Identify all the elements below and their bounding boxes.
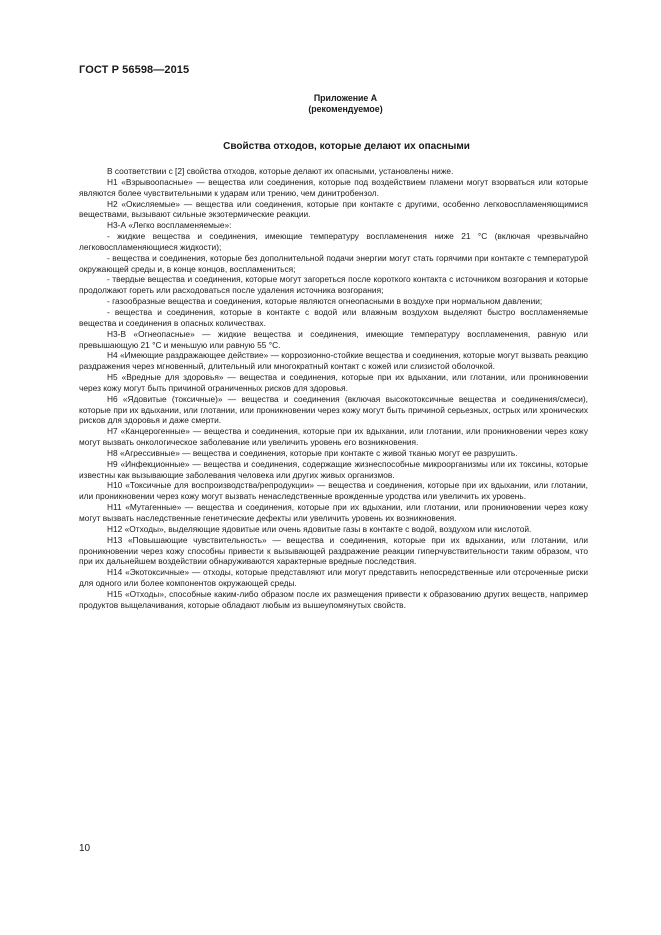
paragraph-h12: Н12 «Отходы», выделяющие ядовитые или очень ядовитые газы в контакте с водой, воздухом или кислотой.: [107, 523, 532, 534]
paragraph-h2: Н2 «Окисляемые» — вещества или соединения, которые при контакте с другими, особенно легковоспламеняющимися веществами, вызывают сильные экзотермические реакции.: [79, 198, 588, 220]
paragraph-intro: В соответствии с [2] свойства отходов, которые делают их опасными, установлены ниже.: [107, 166, 454, 176]
paragraph-h9: Н9 «Инфекционные» — вещества и соединения, содержащие жизнеспособные микроорганизмы или их токсины, которые известны как вызывающие заболевания человека или других живых организмов.: [79, 458, 588, 480]
paragraph-h13: Н13 «Повышающие чувствительность» — вещества и соединения, которые при их вдыхании, или глотании, или проникновении через кожу способны привести к вызывающей раздражение реакции гиперчувствительности таким образом, что при их дальнейшем воздействии обнаруживаются характерные вредные последствия.: [79, 534, 588, 567]
list-item-h3a-4: - газообразные вещества и соединения, которые являются огнеопасными в воздухе при нормальном давлении;: [107, 296, 543, 307]
list-item-h3a-1: - жидкие вещества и соединения, имеющие температуру воспламенения ниже 21 °С (включая чрезвычайно легковоспламеняющиеся жидкости);: [79, 231, 588, 252]
paragraph-h5: Н5 «Вредные для здоровья» — вещества и соединения, которые при их вдыхании, или глотании, или проникновении через кожу могут быть причиной ограниченных рисков для здоровья.: [79, 372, 588, 393]
paragraph-h11: Н11 «Мутагенные» — вещества и соединения, которые при их вдыхании, или глотании, или проникновении через кожу могут вызвать наследственные генетические дефекты или увеличить уровень их возникновения.: [79, 502, 588, 523]
page-number: 10: [79, 843, 91, 854]
paragraph-h6: Н6 «Ядовитые (токсичные)» — вещества и соединения (включая высокотоксичные вещества и соединения/смеси), которые при их вдыхании, или глотании, или проникновении через кожу могут быть причиной серьезных, острых или хронических рисков для здоровья и даже смерти.: [79, 393, 588, 426]
paragraph-h10: Н10 «Токсичные для воспроизводства/репродукции» — вещества и соединения, которые при их вдыхании, или глотании, или проникновении через кожу могут вызвать ненаследственные врожденные уродства или увеличить их уровень.: [79, 480, 588, 502]
paragraph-h14: Н14 «Экотоксичные» — отходы, которые представляют или могут представить непосредственные или отсроченные риски для одного или более компонентов окружающей среды.: [79, 567, 588, 589]
paragraph-h15: Н15 «Отходы», способные каким-либо образом после их размещения привести к образованию других веществ, например продуктов выщелачивания, которые обладают любым из вышеупомянутых свойств.: [79, 588, 588, 610]
annex-heading: [0, 93, 661, 115]
body-text: [79, 166, 588, 611]
annex-title: Приложение А: [313, 93, 378, 103]
standard-header: ГОСТ Р 56598—2015: [79, 64, 190, 76]
paragraph-h3b: Н3-В «Огнеопасные» — жидкие вещества и соединения, имеющие температуру воспламенения, равную или превышающую 21 °С и меньшую или равную 55 °С.: [79, 328, 588, 350]
paragraph-h8: Н8 «Агрессивные» — вещества и соединения, которые при контакте с живой тканью могут ее разрушить.: [107, 447, 518, 458]
annex-subtitle: (рекомендуемое): [308, 104, 383, 114]
list-item-h3a-2: - вещества и соединения, которые без дополнительной подачи энергии могут стать горячими при контакте с температурой окружающей среды и, в конце концов, воспламениться;: [79, 252, 588, 274]
paragraph-h3a: Н3-А «Легко воспламеняемые»:: [107, 220, 232, 231]
list-item-h3a-3: - твердые вещества и соединения, которые могут загореться после короткого контакта с источником возгорания и которые продолжают гореть или расходоваться после удаления источника возгорания;: [79, 274, 588, 296]
paragraph-h4: Н4 «Имеющие раздражающее действие» — коррозионно-стойкие вещества и соединения, которые могут вызвать реакцию раздражения через мгновенный, длительный или многократный контакт с кожей или слизистой оболочкой.: [79, 350, 588, 372]
section-title-text: Свойства отходов, которые делают их опасными: [223, 141, 470, 152]
paragraph-h1: Н1 «Взрывоопасные» — вещества или соединения, которые под воздействием пламени могут взорваться или которые являются более чувствительными к ударам или трению, чем динитробензол.: [79, 176, 588, 198]
section-title: [0, 141, 661, 152]
paragraph-h7: Н7 «Канцерогенные» — вещества и соединения, которые при их вдыхании, или глотании, или проникновении через кожу могут вызвать онкологическое заболевание или увеличить уровень его возникновения.: [79, 426, 588, 448]
list-item-h3a-5: - вещества и соединения, которые в контакте с водой или влажным воздухом выделяют быстро воспламеняемые вещества и соединения в опасных количествах.: [79, 306, 588, 328]
